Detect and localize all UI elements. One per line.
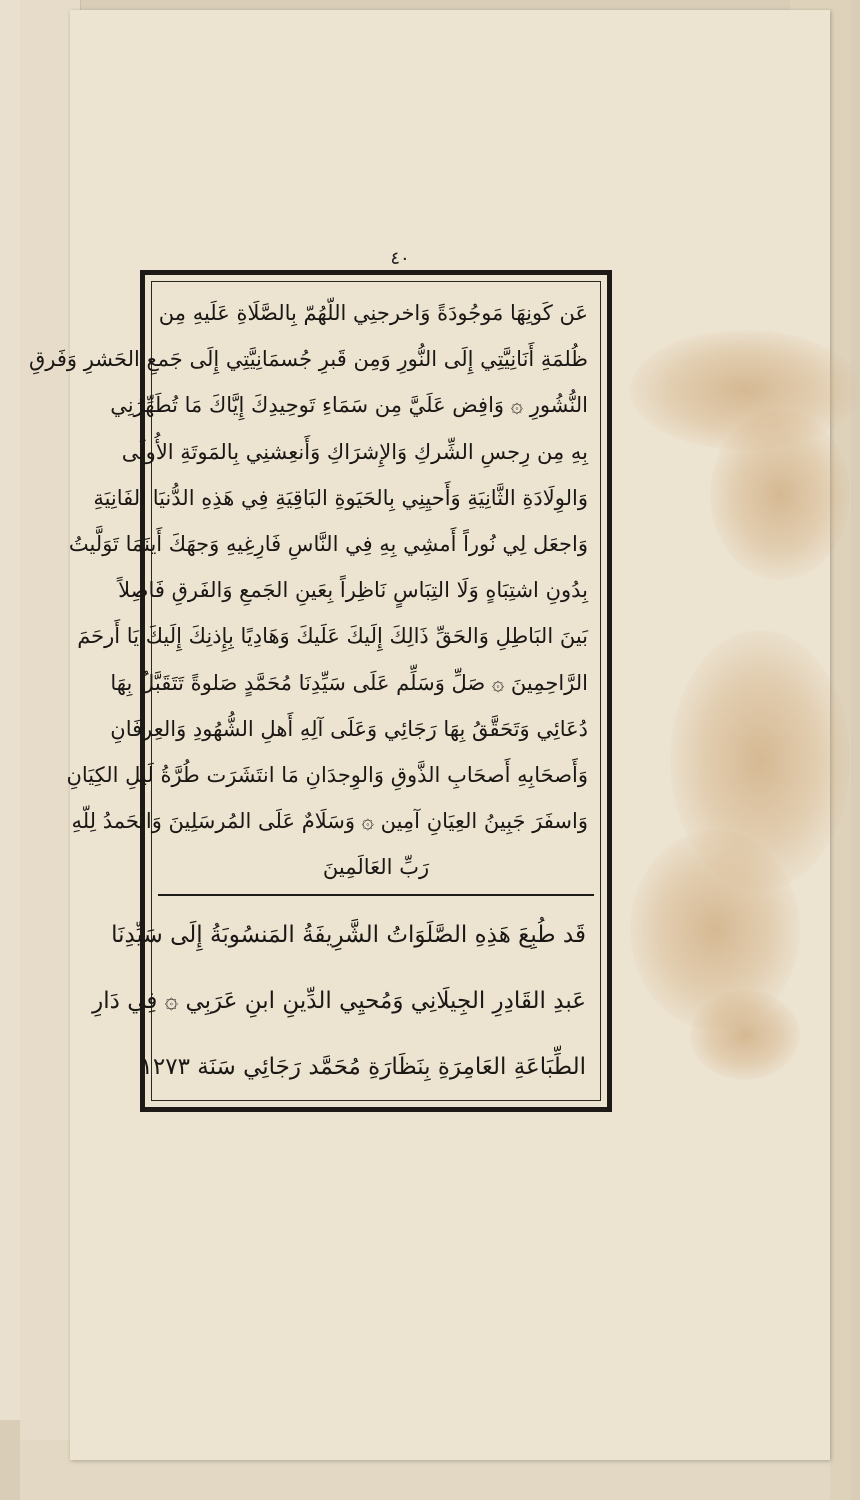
text-line: وَاسفَرَ جَبِينُ العِيَانِ آمِين ۞ وَسَلَامٌ عَلَى المُرسَلِينَ وَالحَمدُ لِلّهِ	[71, 809, 588, 834]
text-line: الرَّاحِمِينَ ۞ صَلِّ وَسَلِّم عَلَى سَيِّدِنَا مُحَمَّدٍ صَلوةً تَتَقَبَّلُ بِهَا	[110, 670, 588, 695]
text-line: وَالوِلَادَةِ الثَّانِيَةِ وَأَحيِنِي بِالحَيَوةِ البَاقِيَةِ فِي هَذِهِ الدُّنيَا الفَانِيَةِ	[93, 485, 588, 510]
foxing-stain	[710, 410, 850, 580]
text-line: دُعَائِي وَتَحَقَّقُ بِهَا رَجَائِي وَعَلَى آلِهِ أَهلِ الشُّهُودِ وَالعِرفَانِ	[110, 716, 588, 741]
text-frame-inner	[28, 281, 601, 1101]
text-line: وَاجعَل لِي نُوراً أَمشِي بِهِ فِي النَّاسِ فَارِغِيهِ وَجهَكَ أَينَمَا تَوَلَّيتُ	[68, 531, 588, 556]
colophon	[92, 902, 586, 1100]
colophon-line: عَبدِ القَادِرِ الجِيلَانِي وَمُحيِي الدِّينِ ابنِ عَرَبِي ۞ فِي دَارِ	[92, 988, 586, 1014]
colophon-line: قَد طُبِعَ هَذِهِ الصَّلَوَاتُ الشَّرِيفَةُ المَنسُوبَةُ إِلَى سَيِّدِنَا	[111, 922, 586, 948]
prayer-text	[28, 290, 588, 890]
text-line: ظُلمَةِ أَنَانِيَّتِي إِلَى النُّورِ وَمِن قَبرِ جُسمَانِيَّتِي إِلَى جَمعِ الحَشرِ وَفَرقِ	[28, 347, 588, 372]
text-line: بِهِ مِن رِجسِ الشِّركِ وَالإِشرَاكِ وَأَنعِشنِي بِالمَوتَةِ الأُولَى	[121, 439, 588, 464]
text-line: رَبِّ العَالَمِينَ	[322, 855, 430, 880]
colophon-line: الطِّبَاعَةِ العَامِرَةِ بِنَظَارَةِ مُحَمَّد رَجَائِي سَنَة ١٢٧٣	[140, 1054, 586, 1080]
text-line: النُّشُورِ ۞ وَافِض عَلَيَّ مِن سَمَاءِ تَوحِيدِكَ إِيَّاكَ مَا تُطَهِّرُنِي	[110, 393, 588, 418]
foxing-stain	[690, 990, 800, 1080]
page-number: ٤٠	[390, 248, 410, 269]
text-line: بِدُونِ اشتِبَاهٍ وَلَا التِبَاسٍ نَاظِراً بِعَينِ الجَمعِ وَالفَرقِ فَاصِلاً	[118, 578, 588, 603]
text-line: وَأَصحَابِهِ أَصحَابِ الذَّوقِ وَالوِجدَانِ مَا انتَشَرَت طُرَّةُ لَيلِ الكِيَانِ	[66, 762, 588, 787]
text-line: عَن كَونِهَا مَوجُودَةً وَاخرجنِي اللّهُمّ بِالصَّلَاةِ عَلَيهِ مِن	[158, 301, 588, 325]
text-frame	[28, 270, 612, 1112]
text-line: بَينَ البَاطِلِ وَالحَقِّ ذَالِكَ إِلَيكَ عَلَيكَ وَهَادِيًا بِإِذنِكَ إِلَيكَ يَا أَرحَمَ	[77, 624, 588, 649]
section-divider	[158, 894, 594, 896]
